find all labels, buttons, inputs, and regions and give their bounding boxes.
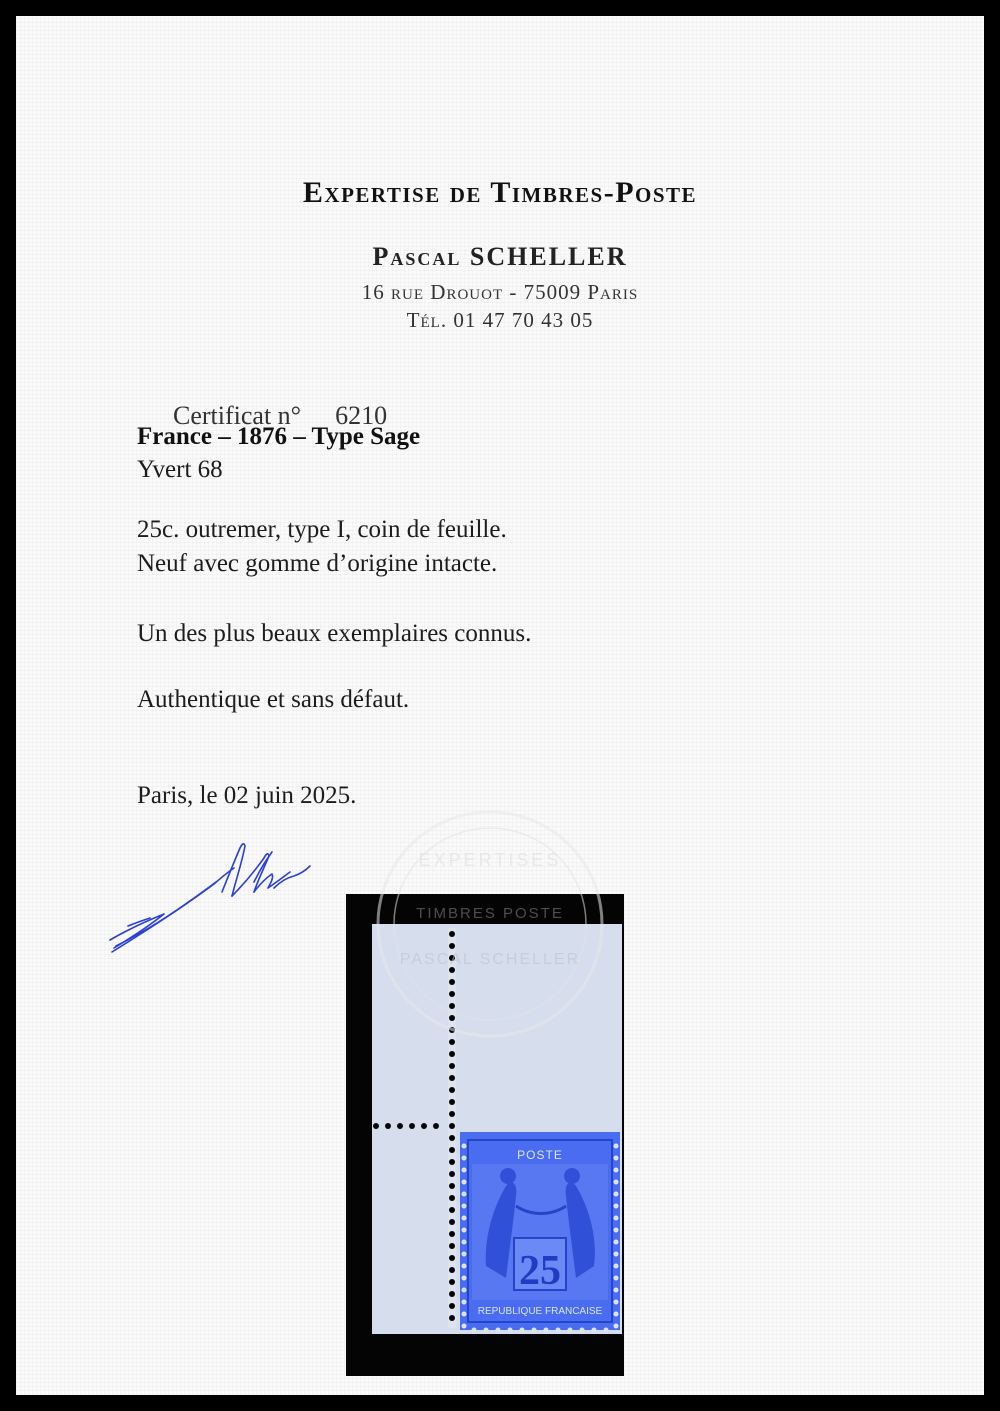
seal-text-top: EXPERTISES	[418, 850, 562, 870]
description-line-4: Authentique et sans défaut.	[137, 686, 410, 713]
expert-phone: Tél. 01 47 70 43 05	[406, 308, 594, 332]
seal-text-bottom: PASCAL SCHELLER	[399, 951, 581, 968]
certificate-title: Expertise de Timbres-Poste	[302, 176, 698, 209]
perforation-vertical	[448, 928, 456, 1328]
stamp-design	[460, 1132, 620, 1333]
expert-name: Pascal SCHELLER	[372, 242, 628, 271]
description-line-2: Neuf avec gomme d’origine intacte.	[137, 550, 498, 577]
stamp-bottom-label: REPUBLIQUE FRANCAISE	[477, 1306, 603, 1317]
seal-text-middle: TIMBRES POSTE	[416, 905, 564, 922]
expert-address: 16 rue Drouot - 75009 Paris	[361, 280, 639, 304]
certificate-page	[16, 16, 984, 1395]
description-line-1: 25c. outremer, type I, coin de feuille.	[137, 516, 507, 543]
description-line-3: Un des plus beaux exemplaires connus.	[137, 620, 532, 647]
stamp-illustration	[16, 16, 984, 1395]
certificate-number-label: Certificat n°	[173, 401, 302, 430]
stamp-value: 25	[519, 1248, 561, 1294]
stamp-heading: France – 1876 – Type Sage	[137, 423, 421, 450]
catalogue-reference: Yvert 68	[137, 456, 223, 483]
stamp-top-label: POSTE	[517, 1148, 563, 1162]
place-date: Paris, le 02 juin 2025.	[137, 782, 357, 809]
certificate-number: 6210	[335, 401, 388, 430]
